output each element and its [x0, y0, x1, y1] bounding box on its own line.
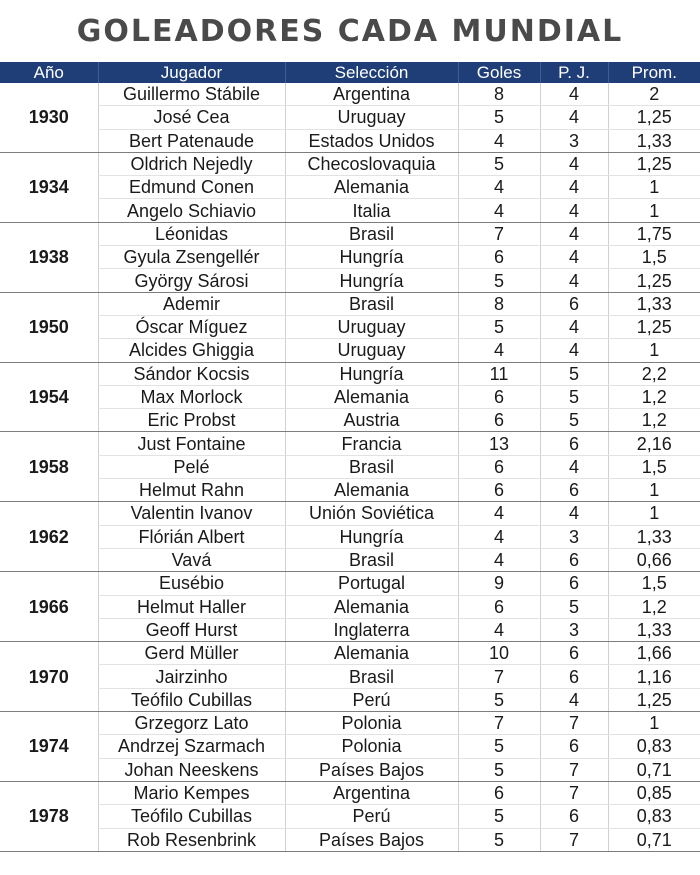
year-cell: 1934	[0, 152, 98, 222]
player-cell: Alcides Ghiggia	[98, 339, 285, 362]
team-cell: Argentina	[285, 781, 458, 804]
table-row	[0, 222, 700, 245]
matches-played-cell: 6	[540, 805, 608, 828]
goals-cell: 7	[458, 712, 540, 735]
player-cell: Oldrich Nejedly	[98, 152, 285, 175]
average-cell: 1,33	[608, 292, 700, 315]
table-row	[0, 409, 700, 432]
team-cell: Inglaterra	[285, 618, 458, 641]
table-row	[0, 595, 700, 618]
matches-played-cell: 3	[540, 525, 608, 548]
goals-cell: 6	[458, 455, 540, 478]
average-cell: 1,2	[608, 595, 700, 618]
player-cell: Mario Kempes	[98, 781, 285, 804]
player-cell: Pelé	[98, 455, 285, 478]
table-row	[0, 712, 700, 735]
player-cell: Geoff Hurst	[98, 618, 285, 641]
column-header-player: Jugador	[98, 62, 285, 83]
column-header-year: Año	[0, 62, 98, 83]
team-cell: Países Bajos	[285, 758, 458, 781]
table-row	[0, 502, 700, 525]
table-row	[0, 688, 700, 711]
team-cell: Argentina	[285, 83, 458, 106]
average-cell: 1,25	[608, 688, 700, 711]
goals-cell: 5	[458, 688, 540, 711]
team-cell: Países Bajos	[285, 828, 458, 851]
matches-played-cell: 6	[540, 292, 608, 315]
team-cell: Alemania	[285, 642, 458, 665]
table-header	[0, 62, 700, 83]
player-cell: Max Morlock	[98, 385, 285, 408]
table-row	[0, 362, 700, 385]
year-cell: 1958	[0, 432, 98, 502]
player-cell: Angelo Schiavio	[98, 199, 285, 222]
team-cell: Checoslovaquia	[285, 152, 458, 175]
matches-played-cell: 4	[540, 83, 608, 106]
player-cell: Bert Patenaude	[98, 129, 285, 152]
matches-played-cell: 4	[540, 106, 608, 129]
average-cell: 1,5	[608, 246, 700, 269]
average-cell: 0,83	[608, 735, 700, 758]
player-cell: György Sárosi	[98, 269, 285, 292]
matches-played-cell: 4	[540, 199, 608, 222]
table-row	[0, 735, 700, 758]
team-cell: Polonia	[285, 735, 458, 758]
team-cell: Brasil	[285, 292, 458, 315]
team-cell: Brasil	[285, 455, 458, 478]
header-row	[0, 62, 700, 83]
goals-cell: 4	[458, 199, 540, 222]
goals-cell: 10	[458, 642, 540, 665]
table-row	[0, 432, 700, 455]
table-row	[0, 758, 700, 781]
goals-cell: 4	[458, 339, 540, 362]
column-header-goals: Goles	[458, 62, 540, 83]
year-cell: 1962	[0, 502, 98, 572]
goals-cell: 4	[458, 525, 540, 548]
table-row	[0, 385, 700, 408]
matches-played-cell: 5	[540, 595, 608, 618]
matches-played-cell: 7	[540, 781, 608, 804]
matches-played-cell: 6	[540, 479, 608, 502]
goals-cell: 9	[458, 572, 540, 595]
player-cell: Valentin Ivanov	[98, 502, 285, 525]
matches-played-cell: 4	[540, 688, 608, 711]
average-cell: 1	[608, 479, 700, 502]
table-row	[0, 781, 700, 804]
team-cell: Uruguay	[285, 106, 458, 129]
year-cell: 1938	[0, 222, 98, 292]
team-cell: Austria	[285, 409, 458, 432]
average-cell: 1,33	[608, 129, 700, 152]
average-cell: 0,83	[608, 805, 700, 828]
goals-cell: 4	[458, 176, 540, 199]
table-row	[0, 642, 700, 665]
matches-played-cell: 4	[540, 315, 608, 338]
player-cell: Teófilo Cubillas	[98, 688, 285, 711]
table-row	[0, 548, 700, 571]
player-cell: Gerd Müller	[98, 642, 285, 665]
matches-played-cell: 5	[540, 362, 608, 385]
table-row	[0, 152, 700, 175]
goals-cell: 4	[458, 548, 540, 571]
table-row	[0, 805, 700, 828]
goals-cell: 5	[458, 758, 540, 781]
player-cell: Johan Neeskens	[98, 758, 285, 781]
player-cell: Vavá	[98, 548, 285, 571]
goals-cell: 4	[458, 502, 540, 525]
matches-played-cell: 6	[540, 642, 608, 665]
matches-played-cell: 5	[540, 409, 608, 432]
average-cell: 1,66	[608, 642, 700, 665]
average-cell: 1,33	[608, 525, 700, 548]
goals-cell: 5	[458, 828, 540, 851]
average-cell: 1,5	[608, 455, 700, 478]
average-cell: 1	[608, 176, 700, 199]
goals-cell: 7	[458, 665, 540, 688]
goals-cell: 7	[458, 222, 540, 245]
player-cell: Just Fontaine	[98, 432, 285, 455]
matches-played-cell: 6	[540, 548, 608, 571]
average-cell: 2,2	[608, 362, 700, 385]
player-cell: Rob Resenbrink	[98, 828, 285, 851]
average-cell: 1,33	[608, 618, 700, 641]
player-cell: Jairzinho	[98, 665, 285, 688]
matches-played-cell: 7	[540, 828, 608, 851]
matches-played-cell: 4	[540, 222, 608, 245]
player-cell: Andrzej Szarmach	[98, 735, 285, 758]
matches-played-cell: 4	[540, 246, 608, 269]
year-cell: 1954	[0, 362, 98, 432]
goals-cell: 6	[458, 246, 540, 269]
average-cell: 0,66	[608, 548, 700, 571]
page-title: GOLEADORES CADA MUNDIAL	[76, 14, 624, 49]
matches-played-cell: 6	[540, 572, 608, 595]
player-cell: Guillermo Stábile	[98, 83, 285, 106]
average-cell: 1,2	[608, 409, 700, 432]
table-row	[0, 106, 700, 129]
team-cell: Hungría	[285, 269, 458, 292]
table-row	[0, 479, 700, 502]
average-cell: 1,5	[608, 572, 700, 595]
average-cell: 1,2	[608, 385, 700, 408]
table-row	[0, 339, 700, 362]
matches-played-cell: 6	[540, 665, 608, 688]
player-cell: Óscar Míguez	[98, 315, 285, 338]
year-cell: 1966	[0, 572, 98, 642]
year-cell: 1950	[0, 292, 98, 362]
team-cell: Estados Unidos	[285, 129, 458, 152]
average-cell: 1,75	[608, 222, 700, 245]
table-row	[0, 83, 700, 106]
goals-cell: 5	[458, 315, 540, 338]
table-body	[0, 83, 700, 851]
matches-played-cell: 7	[540, 712, 608, 735]
team-cell: Alemania	[285, 595, 458, 618]
goals-cell: 6	[458, 409, 540, 432]
average-cell: 1,16	[608, 665, 700, 688]
table-row	[0, 176, 700, 199]
table-row	[0, 828, 700, 851]
matches-played-cell: 4	[540, 152, 608, 175]
matches-played-cell: 4	[540, 269, 608, 292]
year-cell: 1970	[0, 642, 98, 712]
table-row	[0, 199, 700, 222]
team-cell: Alemania	[285, 479, 458, 502]
goals-cell: 6	[458, 479, 540, 502]
team-cell: Uruguay	[285, 315, 458, 338]
goals-cell: 13	[458, 432, 540, 455]
average-cell: 2,16	[608, 432, 700, 455]
goals-cell: 5	[458, 735, 540, 758]
matches-played-cell: 7	[540, 758, 608, 781]
year-cell: 1978	[0, 781, 98, 851]
team-cell: Polonia	[285, 712, 458, 735]
table-row	[0, 618, 700, 641]
team-cell: Brasil	[285, 548, 458, 571]
player-cell: Ademir	[98, 292, 285, 315]
team-cell: Brasil	[285, 665, 458, 688]
table-row	[0, 455, 700, 478]
player-cell: Teófilo Cubillas	[98, 805, 285, 828]
player-cell: Helmut Haller	[98, 595, 285, 618]
team-cell: Perú	[285, 805, 458, 828]
average-cell: 1	[608, 199, 700, 222]
average-cell: 1,25	[608, 152, 700, 175]
goals-cell: 8	[458, 292, 540, 315]
average-cell: 0,71	[608, 758, 700, 781]
average-cell: 1	[608, 712, 700, 735]
table-row	[0, 292, 700, 315]
goals-cell: 4	[458, 129, 540, 152]
matches-played-cell: 3	[540, 618, 608, 641]
column-header-matches-played: P. J.	[540, 62, 608, 83]
average-cell: 1,25	[608, 315, 700, 338]
matches-played-cell: 4	[540, 502, 608, 525]
column-header-average: Prom.	[608, 62, 700, 83]
scorers-table	[0, 62, 700, 852]
average-cell: 0,71	[608, 828, 700, 851]
goals-cell: 6	[458, 385, 540, 408]
goals-cell: 6	[458, 781, 540, 804]
team-cell: Alemania	[285, 176, 458, 199]
goals-cell: 6	[458, 595, 540, 618]
average-cell: 1,25	[608, 269, 700, 292]
goals-cell: 11	[458, 362, 540, 385]
matches-played-cell: 6	[540, 432, 608, 455]
goals-cell: 5	[458, 269, 540, 292]
table-row	[0, 525, 700, 548]
year-cell: 1974	[0, 712, 98, 782]
matches-played-cell: 6	[540, 735, 608, 758]
team-cell: Hungría	[285, 246, 458, 269]
average-cell: 2	[608, 83, 700, 106]
player-cell: Flórián Albert	[98, 525, 285, 548]
team-cell: Perú	[285, 688, 458, 711]
team-cell: Portugal	[285, 572, 458, 595]
team-cell: Italia	[285, 199, 458, 222]
team-cell: Hungría	[285, 362, 458, 385]
team-cell: Brasil	[285, 222, 458, 245]
player-cell: Grzegorz Lato	[98, 712, 285, 735]
player-cell: Eric Probst	[98, 409, 285, 432]
player-cell: Eusébio	[98, 572, 285, 595]
team-cell: Hungría	[285, 525, 458, 548]
matches-played-cell: 4	[540, 455, 608, 478]
table-row	[0, 129, 700, 152]
team-cell: Uruguay	[285, 339, 458, 362]
team-cell: Francia	[285, 432, 458, 455]
goals-cell: 5	[458, 805, 540, 828]
player-cell: Sándor Kocsis	[98, 362, 285, 385]
player-cell: Gyula Zsengellér	[98, 246, 285, 269]
goals-cell: 5	[458, 106, 540, 129]
goals-cell: 4	[458, 618, 540, 641]
player-cell: Edmund Conen	[98, 176, 285, 199]
player-cell: José Cea	[98, 106, 285, 129]
matches-played-cell: 4	[540, 339, 608, 362]
matches-played-cell: 4	[540, 176, 608, 199]
table-row	[0, 269, 700, 292]
average-cell: 1	[608, 339, 700, 362]
goals-cell: 5	[458, 152, 540, 175]
matches-played-cell: 5	[540, 385, 608, 408]
matches-played-cell: 3	[540, 129, 608, 152]
average-cell: 0,85	[608, 781, 700, 804]
average-cell: 1	[608, 502, 700, 525]
year-cell: 1930	[0, 83, 98, 152]
average-cell: 1,25	[608, 106, 700, 129]
table-row	[0, 665, 700, 688]
goals-cell: 8	[458, 83, 540, 106]
player-cell: Helmut Rahn	[98, 479, 285, 502]
team-cell: Unión Soviética	[285, 502, 458, 525]
column-header-team: Selección	[285, 62, 458, 83]
table-row	[0, 572, 700, 595]
player-cell: Léonidas	[98, 222, 285, 245]
team-cell: Alemania	[285, 385, 458, 408]
table-row	[0, 315, 700, 338]
table-row	[0, 246, 700, 269]
